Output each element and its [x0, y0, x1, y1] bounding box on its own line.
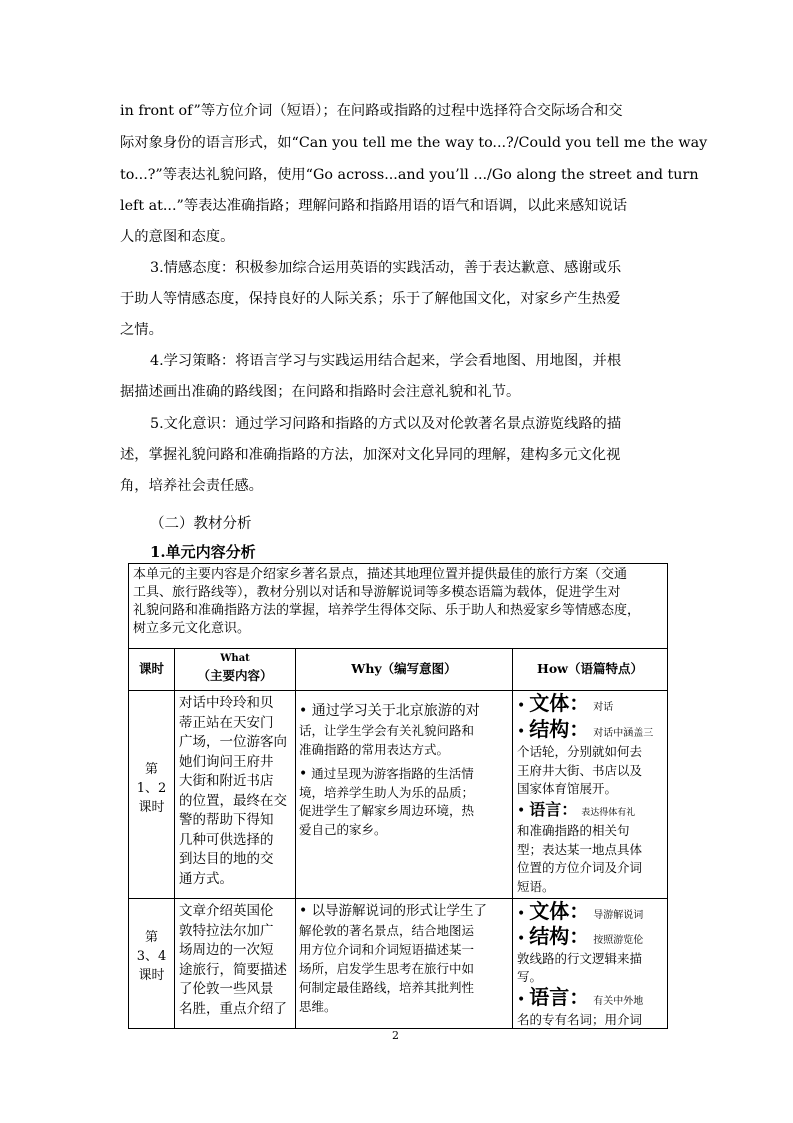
why-line: 促进学生了解家乡周边环境，热 [299, 803, 475, 818]
what-line: 的位置，最终在交 [179, 792, 287, 809]
bullet-icon: • [299, 766, 308, 782]
row1-what [179, 694, 294, 896]
how-structure [517, 925, 667, 950]
header-how: How（语篇特点） [537, 661, 643, 676]
row1-lesson [129, 690, 174, 898]
why-line [299, 902, 511, 921]
how-label: 文体： [529, 900, 590, 923]
bullet-icon: • [517, 802, 526, 819]
paragraph-line: in front of”等方位介词（短语）；在问路或指路的过程中选择符合交际场合和交 [120, 103, 623, 119]
what-line: 通方式。 [179, 870, 233, 887]
bullet-icon: • [517, 698, 526, 714]
what-line: 了伦敦一些风景 [179, 981, 274, 997]
why-line: 何制定最佳路线，培养其批判性 [299, 980, 475, 995]
lesson-line: 课时 [138, 968, 165, 983]
intro-line: 树立多元文化意识。 [133, 621, 251, 636]
intro-line: 本单元的主要内容是介绍家乡著名景点，描述其地理位置并提供最佳的旅行方案（交通 [133, 567, 628, 582]
grid-line [295, 648, 296, 1028]
row2-how [517, 900, 667, 1026]
bullet-icon: • [517, 992, 526, 1008]
how-value: 对话 [593, 702, 614, 713]
how-structure [517, 718, 667, 744]
paragraph-line: to...?”等表达礼貌问路，使用“Go across...and you’ll .../Go along the street and turn [120, 167, 699, 183]
how-genre [517, 692, 667, 718]
how-label: 语言： [529, 985, 590, 1009]
how-line: 位置的方位介词及介词 [517, 860, 643, 875]
what-line: 几种可供选择的 [179, 831, 274, 848]
paragraph-line: 据描述画出准确的路线图；在问路和指路时会注意礼貌和礼节。 [120, 384, 521, 400]
how-line: 型；表达某一地点具体 [517, 841, 643, 857]
what-line: 文章介绍英国伦 [179, 903, 274, 919]
how-language [517, 799, 667, 823]
row2-what [179, 902, 294, 1026]
paragraph-line: 人的意图和态度。 [120, 229, 235, 245]
why-line: 准确指路的常用表达方式。 [299, 741, 450, 757]
how-label: 文体： [529, 692, 590, 715]
paragraph-line: 述，掌握礼貌问路和准确指路的方法，加深对文化异同的理解，建构多元文化视 [120, 447, 621, 463]
how-line: 名的专有名词；用介词 [517, 1012, 643, 1026]
row1-why [299, 700, 511, 896]
what-line: 到达目的地的交 [179, 851, 274, 867]
header-what-en: What [220, 653, 250, 664]
how-value: 有关中外地 [593, 996, 644, 1007]
paragraph-line: 之情。 [120, 322, 163, 338]
grid-line [512, 648, 513, 1028]
lesson-line: 3、4 [136, 949, 167, 964]
lesson-line: 课时 [138, 800, 165, 815]
why-text: 通过学习关于北京旅游的对 [311, 703, 480, 719]
bullet-icon: • [517, 931, 526, 947]
header-why: Why（编写意图） [351, 661, 457, 676]
header-what-zh: （主要内容） [197, 668, 273, 683]
grid-line [129, 898, 667, 899]
bullet-icon: • [517, 906, 526, 922]
bullet-icon: • [517, 723, 526, 740]
how-line: 王府井大街、书店以及 [517, 762, 643, 778]
paragraph-line: 际对象身份的语言形式，如“Can you tell me the way to...?/Could you tell me the way [120, 135, 708, 151]
row2-why [299, 902, 511, 1026]
lesson-line: 第 [144, 930, 158, 945]
how-line: 敦线路的行文逻辑来描 [517, 951, 643, 966]
row1-how [517, 692, 667, 896]
what-line: 大街和附近书店 [179, 773, 274, 789]
unit-content-table [128, 563, 668, 1029]
why-line: 话，让学生学会有关礼貌问路和 [299, 723, 475, 738]
intro-line: 礼貌问路和准确指路方法的掌握，培养学生得体交际、乐于助人和热爱家乡等情感态度， [133, 603, 641, 618]
paragraph-line: 角，培养社会责任感。 [120, 478, 263, 494]
bullet-icon: • [299, 703, 308, 719]
how-line: 写。 [517, 969, 543, 984]
what-line: 途旅行，简要描述 [179, 961, 287, 978]
why-text: 通过呈现为游客指路的生活情 [311, 766, 474, 781]
what-line: 警的帮助下得知 [179, 812, 274, 828]
what-line: 蒂正站在天安门 [179, 714, 274, 731]
why-text: 以导游解说词的形式让学生了 [311, 903, 488, 919]
lesson-line: 1、2 [136, 781, 167, 796]
why-line [299, 700, 511, 722]
row2-lesson [129, 898, 174, 1028]
how-line: 短语。 [517, 878, 555, 894]
what-line: 敦特拉法尔加广 [179, 922, 274, 939]
why-line: 解伦敦的著名景点，结合地图运 [299, 923, 475, 938]
unit-intro [133, 566, 669, 638]
what-line: 场周边的一次短 [179, 942, 274, 958]
lesson-grid [129, 648, 669, 1028]
intro-line: 工具、旅行路线等），教材分别以对话和导游解说词等多模态语篇为载体，促进学生对 [133, 585, 621, 600]
how-language [517, 986, 667, 1011]
paragraph-line: 于助人等情感态度，保持良好的人际关系；乐于了解他国文化，对家乡产生热爱 [120, 291, 621, 307]
how-value: 对话中涵盖三 [593, 727, 654, 739]
how-line: 和准确指路的相关句 [517, 823, 630, 838]
how-value: 表达得体有礼 [581, 807, 636, 818]
how-line: 个话轮，分别就如何去 [517, 744, 643, 759]
how-label: 结构： [529, 924, 590, 948]
grid-line [174, 648, 175, 1028]
header-lesson: 课时 [138, 661, 164, 676]
grid-line [129, 690, 667, 691]
paragraph-line: 3.情感态度：积极参加综合运用英语的实践活动，善于表达歉意、感谢或乐 [150, 260, 622, 276]
why-line: 用方位介词和介词短语描述某一 [299, 942, 475, 957]
paragraph-line: 4.学习策略：将语言学习与实践运用结合起来，学会看地图、用地图，并根 [150, 353, 622, 369]
subsection-heading: 1.单元内容分析 [150, 543, 256, 561]
why-line: 境，培养学生助人为乐的品质； [299, 784, 475, 800]
what-line: 广场，一位游客向 [179, 734, 287, 750]
lesson-line: 第 [144, 762, 158, 777]
paragraph-line: left at...”等表达准确指路；理解问路和指路用语的语气和语调，以此来感知说话 [120, 198, 628, 214]
how-line: 国家体育馆展开。 [517, 781, 618, 796]
what-line: 她们询问王府井 [179, 753, 274, 770]
header-what [175, 650, 295, 690]
why-line: 思维。 [299, 999, 337, 1014]
how-label: 结构： [529, 716, 590, 741]
how-value: 按照游览伦 [593, 935, 644, 946]
how-genre [517, 900, 667, 925]
what-line: 名胜，重点介绍了 [179, 1000, 287, 1017]
paragraph-line: 5.文化意识：通过学习问路和指路的方式以及对伦敦著名景点游览线路的描 [150, 416, 622, 432]
why-line: 爱自己的家乡。 [299, 821, 387, 837]
how-value: 导游解说词 [593, 910, 644, 921]
what-line: 对话中玲玲和贝 [179, 695, 274, 711]
how-label: 语言： [529, 799, 578, 819]
page-number: 2 [392, 1029, 399, 1042]
section-heading: （二）教材分析 [150, 516, 252, 532]
why-line: 场所，启发学生思考在旅行中如 [299, 961, 475, 976]
bullet-icon: • [299, 903, 308, 919]
why-line [299, 765, 511, 784]
